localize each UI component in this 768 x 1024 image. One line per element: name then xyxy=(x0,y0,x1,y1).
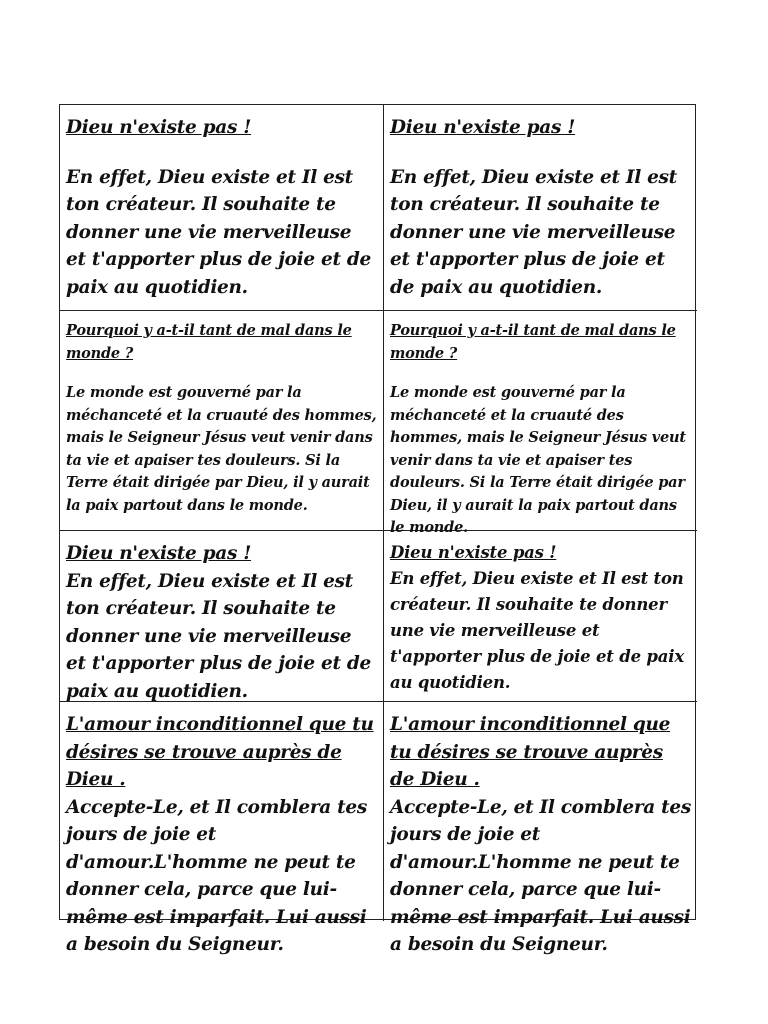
card-cell xyxy=(384,531,697,702)
spacer xyxy=(390,365,691,382)
spacer xyxy=(66,365,377,382)
card-body: En effet, Dieu existe et Il est ton créateur. Il souhaite te donner une vie merveilleuse et t'apporter plus de joie et de paix au quotidien. xyxy=(390,569,684,692)
card-title: Dieu n'existe pas ! xyxy=(390,117,576,138)
card-title: L'amour inconditionnel que tu désires se trouve auprès de Dieu . xyxy=(390,714,671,790)
card-title: Dieu n'existe pas ! xyxy=(390,543,557,562)
card-title: Pourquoi y a-t-il tant de mal dans le monde ? xyxy=(390,322,676,362)
card-cell xyxy=(60,702,384,955)
card-title: Dieu n'existe pas ! xyxy=(66,543,252,564)
card-cell xyxy=(60,531,384,702)
spacer xyxy=(390,142,691,164)
card-cell xyxy=(60,105,384,311)
card-cell xyxy=(384,105,697,311)
card-cell xyxy=(384,311,697,537)
card-body: Le monde est gouverné par la méchanceté et la cruauté des hommes, mais le Seigneur Jésus veut venir dans ta vie et apaiser tes douleurs. Si la Terre était dirigée par Dieu, il y aurait la paix partout dans le monde. xyxy=(66,384,377,514)
card-title: Dieu n'existe pas ! xyxy=(66,117,252,138)
spacer xyxy=(66,142,377,164)
card-body: En effet, Dieu existe et Il est ton créateur. Il souhaite te donner une vie merveilleuse et t'apporter plus de joie et de paix au quotidien. xyxy=(66,570,371,702)
card-body: En effet, Dieu existe et Il est ton créateur. Il souhaite te donner une vie merveilleuse et t'apporter plus de joie et de paix au quotidien. xyxy=(66,166,371,298)
card-title: L'amour inconditionnel que tu désires se trouve auprès de Dieu . xyxy=(66,714,374,790)
card-body: En effet, Dieu existe et Il est ton créateur. Il souhaite te donner une vie merveilleuse et t'apporter plus de joie et de paix au quotidien. xyxy=(390,166,677,298)
card-grid xyxy=(59,104,696,955)
card-cell xyxy=(60,311,384,531)
card-body: Accepte-Le, et Il comblera tes jours de joie et d'amour.L'homme ne peut te donner cela, parce que lui-même est imparfait. Lui aussi a besoin du Seigneur. xyxy=(66,796,367,955)
card-cell xyxy=(384,702,697,955)
card-title: Pourquoi y a-t-il tant de mal dans le monde ? xyxy=(66,322,352,362)
card-body: Accepte-Le, et Il comblera tes jours de joie et d'amour.L'homme ne peut te donner cela, parce que lui-même est imparfait. Lui aussi a besoin du Seigneur. xyxy=(390,796,691,955)
card-body: Le monde est gouverné par la méchanceté et la cruauté des hommes, mais le Seigneur Jésus veut venir dans ta vie et apaiser tes douleurs. Si la Terre était dirigée par Dieu, il y aurait la paix partout dans le monde. xyxy=(390,384,686,537)
